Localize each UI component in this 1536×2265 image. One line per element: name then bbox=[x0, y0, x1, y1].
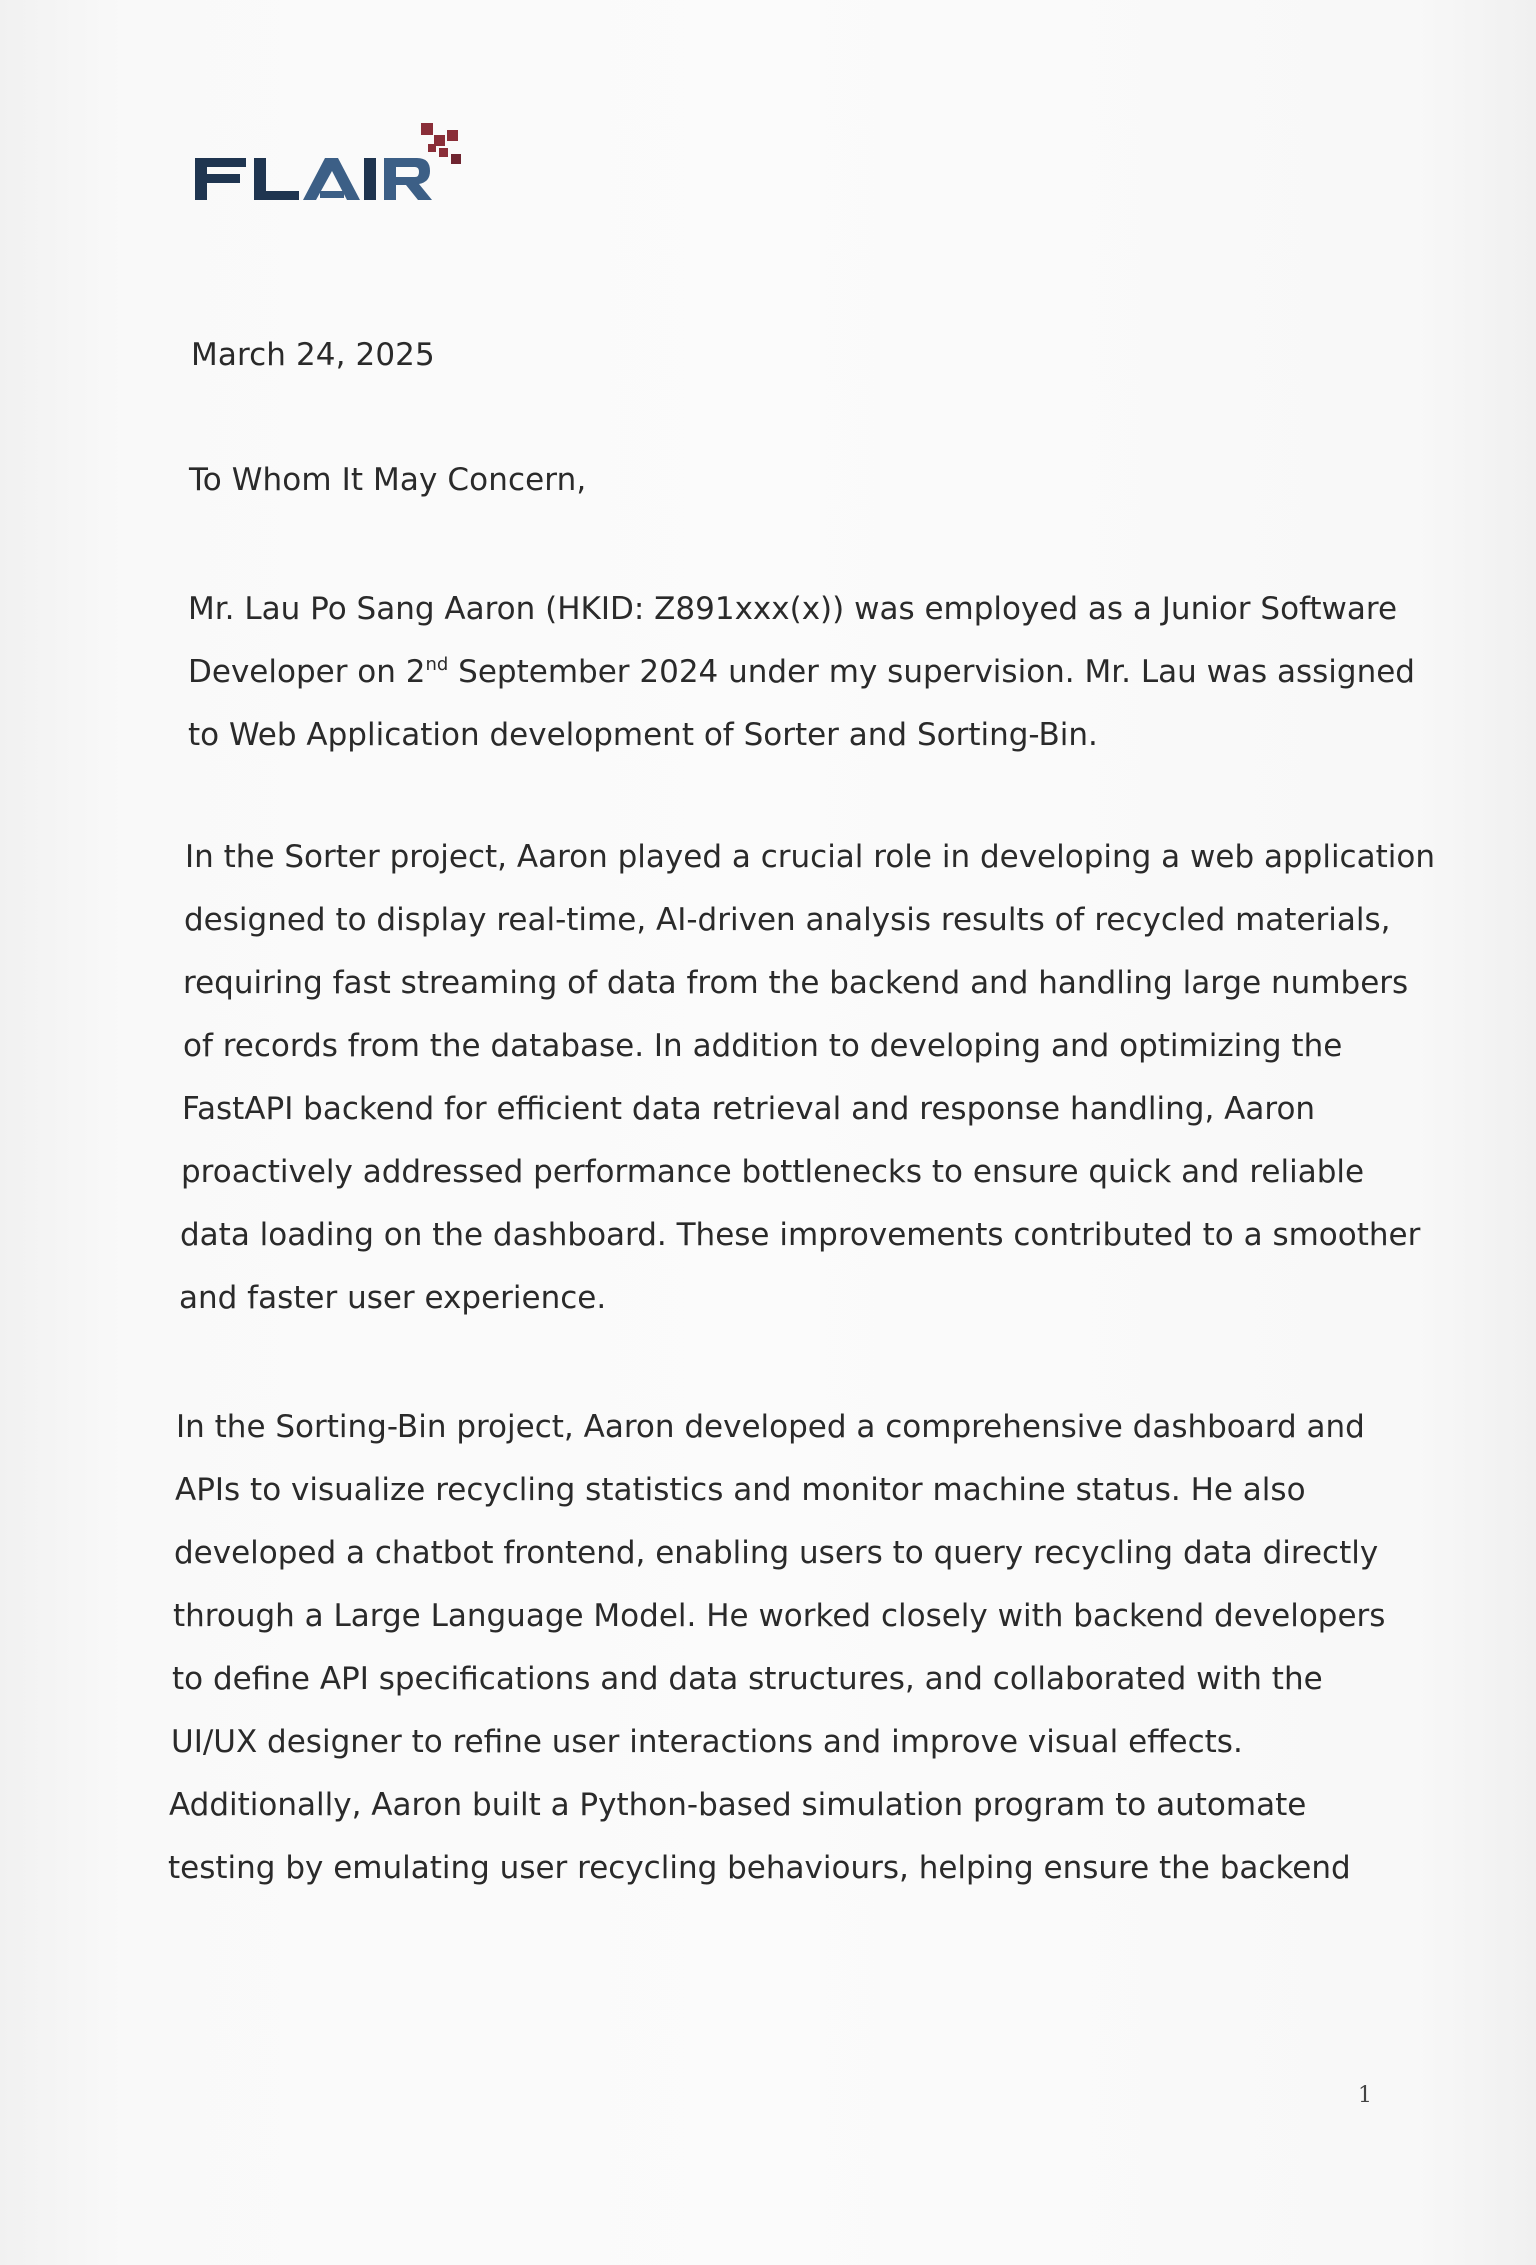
paragraph-line: data loading on the dashboard. These improvements contributed to a smoother bbox=[180, 1217, 1421, 1253]
ordinal-superscript: nd bbox=[425, 654, 449, 675]
paragraph-line: Additionally, Aaron built a Python-based simulation program to automate bbox=[169, 1787, 1307, 1823]
salutation: To Whom It May Concern, bbox=[189, 462, 587, 498]
paragraph-line: FastAPI backend for efficient data retrieval and response handling, Aaron bbox=[182, 1091, 1316, 1127]
paragraph-line: Mr. Lau Po Sang Aaron (HKID: Z891xxx(x)) was employed as a Junior Software bbox=[188, 591, 1398, 627]
paragraph-line bbox=[188, 641, 1415, 704]
paragraph-line: designed to display real-time, AI-driven analysis results of recycled materials, bbox=[184, 902, 1391, 938]
paragraph-line: developed a chatbot frontend, enabling users to query recycling data directly bbox=[174, 1535, 1379, 1571]
company-logo bbox=[192, 120, 482, 210]
paragraph-line: requiring fast streaming of data from the backend and handling large numbers bbox=[183, 965, 1409, 1001]
page-number: 1 bbox=[1358, 2083, 1372, 2108]
paragraph-employment bbox=[188, 578, 1415, 767]
paragraph-line: of records from the database. In addition to developing and optimizing the bbox=[183, 1028, 1343, 1064]
line-segment: Developer on 2 bbox=[188, 654, 426, 690]
paragraph-sorter-project bbox=[0, 826, 1435, 1330]
paragraph-line: to define API specifications and data structures, and collaborated with the bbox=[172, 1661, 1323, 1697]
paragraph-line: to Web Application development of Sorter and Sorting-Bin. bbox=[188, 717, 1098, 753]
letter-date: March 24, 2025 bbox=[191, 337, 435, 373]
paragraph-line: APIs to visualize recycling statistics and monitor machine status. He also bbox=[175, 1472, 1306, 1508]
paragraph-line: proactively addressed performance bottlenecks to ensure quick and reliable bbox=[181, 1154, 1365, 1190]
paragraph-line: In the Sorter project, Aaron played a crucial role in developing a web application bbox=[185, 839, 1435, 875]
paragraph-line: testing by emulating user recycling behaviours, helping ensure the backend bbox=[168, 1850, 1351, 1886]
paragraph-line: through a Large Language Model. He worked closely with backend developers bbox=[173, 1598, 1386, 1634]
paragraph-line: and faster user experience. bbox=[179, 1280, 607, 1316]
line-segment: September 2024 under my supervision. Mr. Lau was assigned bbox=[448, 654, 1415, 690]
flair-logo-graphic bbox=[192, 120, 482, 210]
paragraph-sorting-bin-project bbox=[0, 1396, 1386, 1900]
paragraph-line: UI/UX designer to refine user interactions and improve visual effects. bbox=[171, 1724, 1243, 1760]
paragraph-line: In the Sorting-Bin project, Aaron developed a comprehensive dashboard and bbox=[176, 1409, 1365, 1445]
